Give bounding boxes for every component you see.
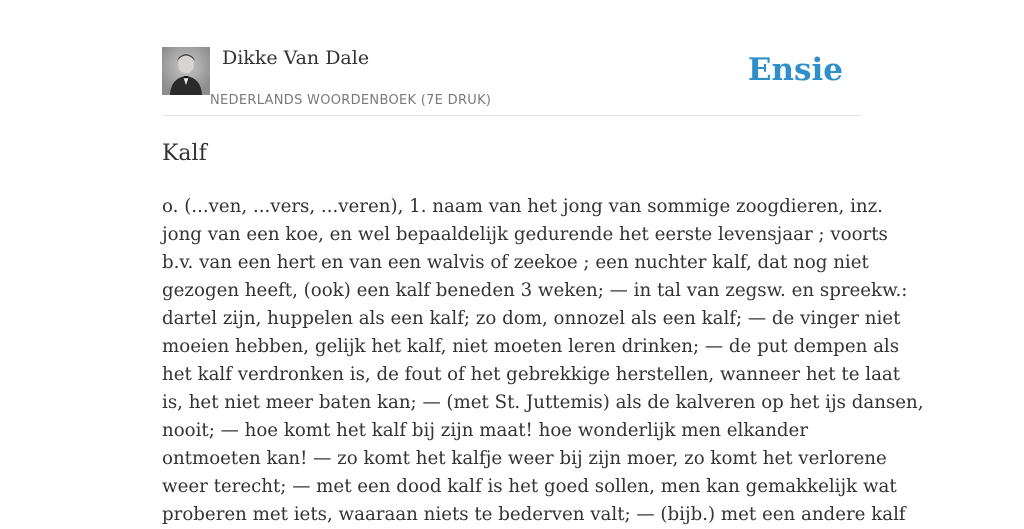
definition-line: weer terecht; — met een dood kalf is het goed sollen, men kan gemakkelijk wat (162, 476, 897, 497)
author-avatar[interactable] (162, 47, 210, 95)
definition-line: moeien hebben, gelijk het kalf, niet moeten leren drinken; — de put dempen als (162, 336, 900, 357)
entry-definition (162, 193, 924, 529)
definition-line: gezogen heeft, (ook) een kalf beneden 3 weken; — in tal van zegsw. en spreekw.: (162, 280, 908, 301)
entry-header (162, 46, 862, 116)
definition-line: dartel zijn, huppelen als een kalf; zo dom, onnozel als een kalf; — de vinger niet (162, 308, 901, 329)
entry-title: Kalf (162, 141, 207, 166)
portrait-icon (162, 47, 210, 95)
definition-line: het kalf verdronken is, de fout of het gebrekkige herstellen, wanneer het te laat (162, 364, 901, 385)
brand-logo[interactable]: Ensie (747, 52, 843, 88)
definition-line: is, het niet meer baten kan; — (met St. Juttemis) als de kalveren op het ijs dansen, (162, 392, 924, 413)
definition-line: ontmoeten kan! — zo komt het kalfje weer bij zijn moer, zo komt het verlorene (162, 448, 887, 469)
source-label[interactable]: NEDERLANDS WOORDENBOEK (7E DRUK) (210, 93, 492, 108)
definition-line: nooit; — hoe komt het kalf bij zijn maat! hoe wonderlijk men elkander (162, 420, 809, 441)
definition-line: o. (...ven, ...vers, ...veren), 1. naam van het jong van sommige zoogdieren, inz. (162, 196, 883, 217)
definition-line: b.v. van een hert en van een walvis of zeekoe ; een nuchter kalf, dat nog niet (162, 252, 869, 273)
author-name[interactable]: Dikke Van Dale (222, 47, 370, 69)
definition-line: jong van een koe, en wel bepaaldelijk gedurende het eerste levensjaar ; voorts (162, 224, 888, 245)
definition-line: proberen met iets, waaraan niets te bederven valt; — (bijb.) met een andere kalf (162, 504, 906, 525)
